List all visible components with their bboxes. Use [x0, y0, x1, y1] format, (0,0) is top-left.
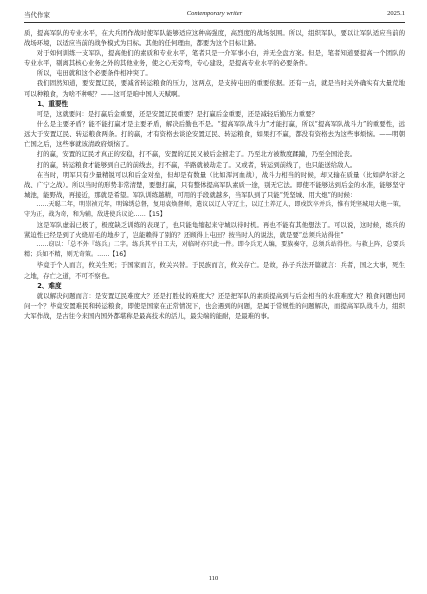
body-paragraph: 什么是主要矛盾？能不能打赢才是主要矛盾，解决后勤也不是。“提高军队战斗力”才能打赢，所以“提高军队战斗力”的重要性，远远大于安置辽民、转运粮食两条。打的赢，才有资格去谈论安置辽民、转运粮食，如果打不赢，都没有资格去为这些事烦恼。——明朝亡国之后，这些事就该清政府烦恼了。 — [24, 120, 405, 149]
page-number: 110 — [208, 575, 219, 582]
body-paragraph: 所以，屯田就和这个必要条件相冲突了。 — [36, 69, 152, 78]
section-heading: 1、重要性 — [37, 99, 69, 108]
section-heading: 2、难度 — [37, 281, 62, 290]
body-paragraph: 在当时，明军只有少量精锐可以和后金对垒，但却是有数量（比如浑河血战），战斗力相当的时候，却又输在质量（比如萨尔浒之战、广宁之战）。所以当时的形势非常清楚，要想打赢，只有整体提高军队素质一途，别无它法。即使不能够达到后金的水准，能够坚守城池，能野战，再接近，那就是希望。军队训练越精，可用的手段就越多，当军队到了只能“凭坚城、用大炮”的时候： — [24, 170, 405, 199]
body-paragraph: 质，提高军队的专业水平，在大兵团作战时使军队能够适应这种高强度，高烈度的战场氛围。所以，组织军队，要以让军队适应当前的战场环境，以适应当前的战争模式为目标。其他的任何理由，都要为这个目标让路。 — [24, 29, 405, 48]
article-body — [24, 28, 405, 560]
body-paragraph: 打的赢，转运粮食才能够到自己的前线去，打不赢，半路就被劫走了。又或者，转运到前线了，也只能送给敌人。 — [36, 160, 357, 169]
body-paragraph: 打的赢，安置的辽民才真正的安稳，打不赢，安置的辽民又被后金掳走了。乃至北方被数度蹂躏，乃至全国沦丧。 — [36, 150, 357, 159]
body-paragraph: 这是军队虚弱已极了，极度缺乏训练的表现了，也只能龟缩起来守城以待时机。再也不能有其他想法了。可以说，这时候，练兵的紧迫性已经是到了火烧眉毛的地步了，岂能赖得了别的？还顾得上屯田？按当时人的说法，就是要“总须兵站得住” — [24, 221, 405, 240]
body-paragraph: 就以解决问题而言：是安置辽民难度大？还是打胜仗的难度大？还是把军队的素质提高到与后金相当的水准难度大？粮食问题也同问一个？毕竟安置难民和转运粮食，即使是国家在正常情况下，也会遇到的问题，是属于常规性的问题解决，而提高军队战斗力，组织大军作战，是古往今来国内国外都堪称是最高技术的活儿，最尖端的能耐，是最难的事。 — [24, 292, 405, 321]
body-paragraph: 可是，这就要问：是打赢后金重要，还是安置辽民重要？是打赢后金重要，还是减轻后勤压力重要？ — [36, 110, 318, 119]
body-paragraph: 我们固然知道，要安置辽民，要减省转运粮食的压力，这两点，是支持屯田的重要依据。还有一点，就是当时关外确实有大量荒地可以种粮食，为啥不种呢？——这可是咱中国人天赋啊。 — [24, 79, 405, 98]
running-header — [24, 8, 405, 22]
journal-title-cn: 当代作家 — [24, 11, 50, 19]
block-quote: ……窃以：「总不外『练兵』二字。练兵其平日工夫，对临时亦只此一件。即今兵无人编，要族奏守，总须兵站得住。与救上阵，总要兵精；兵如不精，则无奇策。……【16】 — [24, 241, 405, 259]
body-paragraph: 对于如何训练一支军队，提高他们的素质和专业水平，笔者只是一介军事小白，并无全盘方案。但是，笔者知道要提高一个团队的专业水平，剔离其核心业务之外的其他业务，使之心无旁骛，专心建设，是提高专业水平的必要条件。 — [24, 49, 405, 68]
body-paragraph: 毕竟于个人而言，攸关生死；于国家而言，攸关兴替。于民族而言，攸关存亡。是故，孙子兵法开篇就言：兵者，国之大事，死生之地，存亡之道，不可不察也。 — [24, 261, 405, 280]
block-quote: ……天聪二年，明崇祯元年，明锦绣总督，复用袁焕督师，遣议以辽人守辽土，以辽土养辽人，即戍饮卒并兵，惟有凭坚城用大炮一策，守为正，战为奇，和为辅，敌进使兵议论……【15】 — [24, 200, 405, 218]
issue-number: 2025.1 — [387, 10, 405, 17]
journal-title-en: Contemporary writer — [186, 10, 243, 17]
header-rule — [24, 22, 405, 23]
